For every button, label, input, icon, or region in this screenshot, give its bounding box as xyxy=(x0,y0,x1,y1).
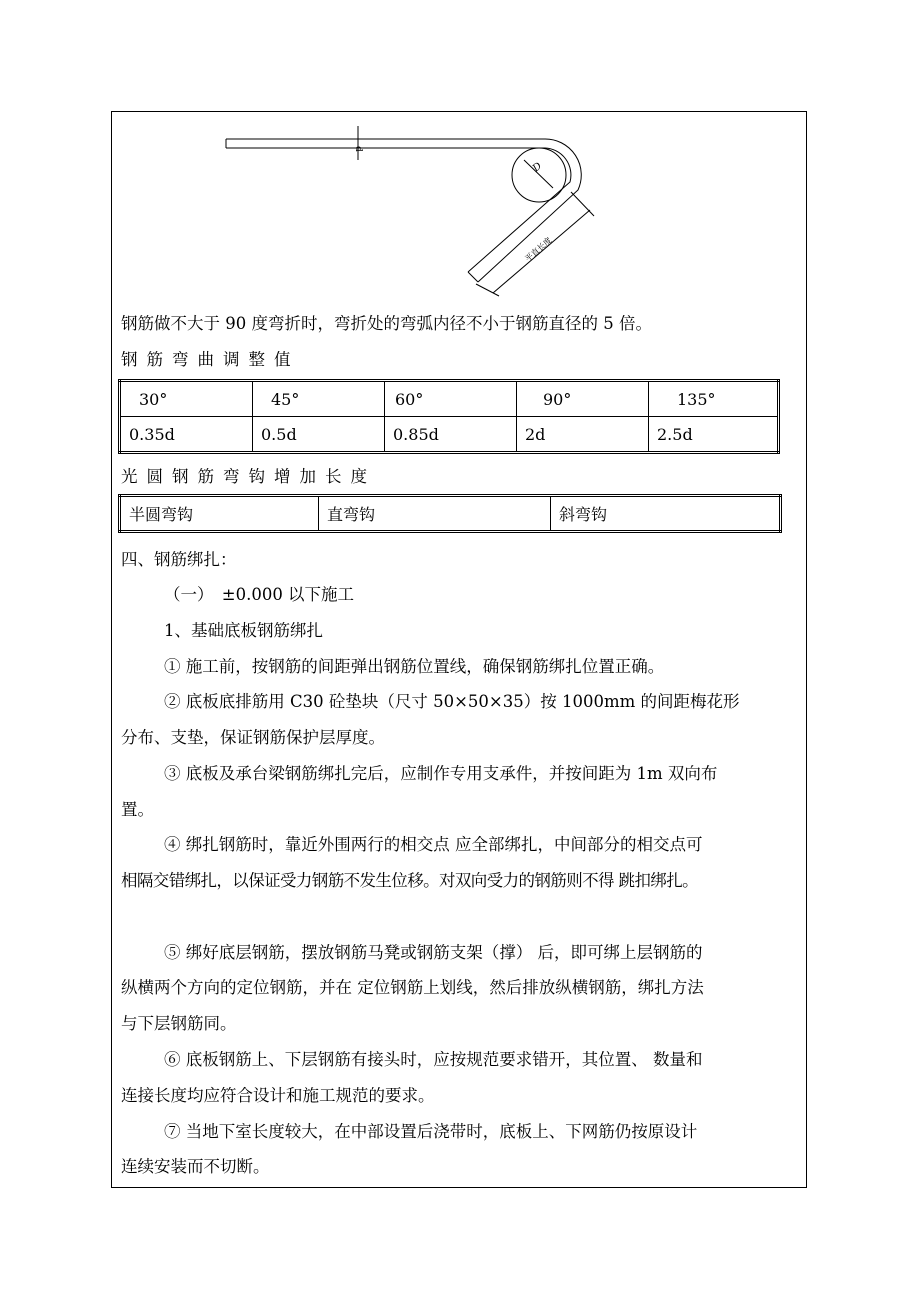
bend-note: 钢筋做不大于 90 度弯折时，弯折处的弯弧内径不小于钢筋直径的 5 倍。 xyxy=(121,314,652,333)
paragraph-line: 与下层钢筋同。 xyxy=(121,1014,237,1033)
label-d: d xyxy=(353,146,363,152)
paragraph-line: 连接长度均应符合设计和施工规范的要求。 xyxy=(121,1086,435,1105)
table-cell: 45° xyxy=(253,381,385,417)
paragraph-line: 分布、支垫，保证钢筋保护层厚度。 xyxy=(121,728,385,747)
table-cell: 直弯钩 xyxy=(319,496,551,532)
section-title: 四、钢筋绑扎： xyxy=(121,550,237,569)
paragraph-line: 纵横两个方向的定位钢筋，并在 定位钢筋上划线，然后排放纵横钢筋，绑扎方法 xyxy=(121,978,704,997)
label-straight-length: 平直长度 xyxy=(523,235,554,264)
table-cell: 0.85d xyxy=(385,417,517,453)
paragraph-line: ② 底板底排筋用 C30 砼垫块（尺寸 50×50×35）按 1000mm 的间距梅花形 xyxy=(164,692,740,711)
paragraph-line: ③ 底板及承台梁钢筋绑扎完后，应制作专用支承件，并按间距为 1m 双向布 xyxy=(164,764,718,783)
table-cell: 30° xyxy=(120,381,253,417)
table-row xyxy=(120,381,779,417)
table-cell: 2.5d xyxy=(649,417,779,453)
rebar-bend-diagram xyxy=(0,0,920,310)
hook-length-table xyxy=(118,494,782,533)
paragraph-line: ① 施工前，按钢筋的间距弹出钢筋位置线，确保钢筋绑扎位置正确。 xyxy=(164,657,665,676)
table-row xyxy=(120,417,779,453)
bar-inner-edge xyxy=(226,148,571,272)
table-row xyxy=(120,496,781,532)
adjust-table-title: 钢筋弯曲调整值 xyxy=(121,350,300,369)
table-cell: 0.5d xyxy=(253,417,385,453)
subsection-title: （一） ±0.000 以下施工 xyxy=(164,585,355,604)
table-cell: 0.35d xyxy=(120,417,253,453)
paragraph-line: 连续安装而不切断。 xyxy=(121,1157,270,1176)
table-cell: 60° xyxy=(385,381,517,417)
length-ext-line-1 xyxy=(571,192,594,216)
item-title: 1、基础底板钢筋绑扎 xyxy=(164,621,323,640)
length-ext-line-2 xyxy=(476,284,499,296)
paragraph-line: ④ 绑扎钢筋时，靠近外围两行的相交点 应全部绑扎，中间部分的相交点可 xyxy=(164,835,703,854)
bar-end-cap-2 xyxy=(468,272,478,282)
paragraph-line: 置。 xyxy=(121,800,154,819)
bend-adjust-table xyxy=(118,379,780,454)
table-cell: 斜弯钩 xyxy=(551,496,781,532)
table-cell: 2d xyxy=(517,417,649,453)
paragraph-line: 相隔交错绑扎，以保证受力钢筋不发生位移。对双向受力的钢筋则不得 跳扣绑扎。 xyxy=(121,871,699,890)
hook-table-title: 光圆钢筋弯钩增加长度 xyxy=(121,467,376,486)
table-cell: 半圆弯钩 xyxy=(120,496,319,532)
table-cell: 135° xyxy=(649,381,779,417)
label-D: D xyxy=(530,160,545,175)
paragraph-line: ⑤ 绑好底层钢筋，摆放钢筋马凳或钢筋支架（撑） 后，即可绑上层钢筋的 xyxy=(164,943,703,962)
paragraph-line: ⑥ 底板钢筋上、下层钢筋有接头时，应按规范要求错开，其位置、 数量和 xyxy=(164,1050,703,1069)
table-cell: 90° xyxy=(517,381,649,417)
paragraph-line: ⑦ 当地下室长度较大，在中部设置后浇带时，底板上、下网筋仍按原设计 xyxy=(164,1122,698,1141)
